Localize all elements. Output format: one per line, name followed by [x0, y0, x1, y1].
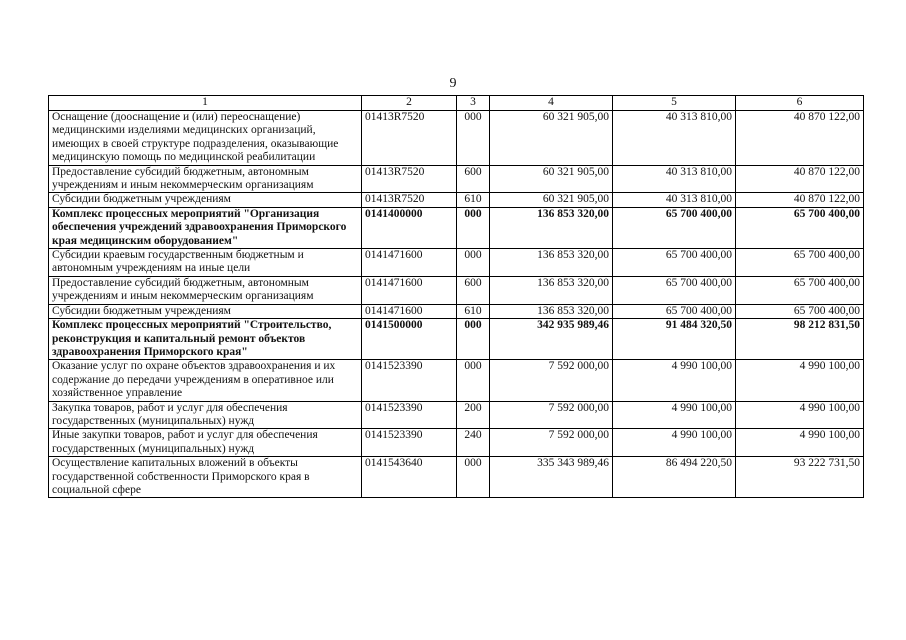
row-value-col5: 65 700 400,00 — [613, 276, 736, 304]
column-header: 5 — [613, 96, 736, 111]
row-expense-type: 240 — [457, 429, 490, 457]
table-row — [49, 207, 864, 248]
budget-table — [48, 95, 864, 498]
row-value-col6: 65 700 400,00 — [736, 304, 864, 318]
table-row — [49, 249, 864, 277]
row-code: 0141471600 — [362, 249, 457, 277]
row-code: 0141471600 — [362, 304, 457, 318]
row-value-col6: 4 990 100,00 — [736, 360, 864, 401]
row-value-col6: 40 870 122,00 — [736, 111, 864, 166]
row-value-col5: 40 313 810,00 — [613, 193, 736, 207]
column-header: 1 — [49, 96, 362, 111]
row-expense-type: 000 — [457, 207, 490, 248]
row-value-col5: 4 990 100,00 — [613, 360, 736, 401]
row-expense-type: 000 — [457, 457, 490, 498]
row-value-col5: 65 700 400,00 — [613, 249, 736, 277]
row-value-col4: 7 592 000,00 — [490, 360, 613, 401]
table-row — [49, 429, 864, 457]
row-value-col4: 136 853 320,00 — [490, 304, 613, 318]
row-value-col4: 7 592 000,00 — [490, 429, 613, 457]
row-value-col4: 7 592 000,00 — [490, 401, 613, 429]
row-value-col4: 60 321 905,00 — [490, 111, 613, 166]
column-header: 6 — [736, 96, 864, 111]
row-code: 0141400000 — [362, 207, 457, 248]
row-value-col4: 60 321 905,00 — [490, 165, 613, 193]
row-value-col6: 65 700 400,00 — [736, 207, 864, 248]
row-name: Субсидии бюджетным учреждениям — [49, 304, 362, 318]
page-number: 9 — [449, 76, 457, 91]
row-code: 0141523390 — [362, 360, 457, 401]
row-expense-type: 000 — [457, 319, 490, 360]
row-value-col4: 136 853 320,00 — [490, 207, 613, 248]
row-value-col6: 98 212 831,50 — [736, 319, 864, 360]
row-value-col5: 4 990 100,00 — [613, 401, 736, 429]
row-value-col5: 40 313 810,00 — [613, 111, 736, 166]
row-code: 0141523390 — [362, 429, 457, 457]
table-row — [49, 401, 864, 429]
table-row — [49, 276, 864, 304]
row-code: 0141500000 — [362, 319, 457, 360]
row-value-col6: 65 700 400,00 — [736, 249, 864, 277]
row-code: 01413R7520 — [362, 193, 457, 207]
table-row — [49, 111, 864, 166]
row-code: 01413R7520 — [362, 111, 457, 166]
table-row — [49, 457, 864, 498]
table-row — [49, 319, 864, 360]
row-value-col6: 93 222 731,50 — [736, 457, 864, 498]
row-name: Осуществление капитальных вложений в объекты государственной собственности Приморского края в социальной сфере — [49, 457, 362, 498]
row-value-col6: 4 990 100,00 — [736, 429, 864, 457]
row-value-col6: 40 870 122,00 — [736, 193, 864, 207]
row-value-col5: 4 990 100,00 — [613, 429, 736, 457]
row-expense-type: 000 — [457, 360, 490, 401]
table-row — [49, 360, 864, 401]
row-code: 01413R7520 — [362, 165, 457, 193]
row-expense-type: 610 — [457, 193, 490, 207]
row-code: 0141471600 — [362, 276, 457, 304]
row-name: Комплекс процессных мероприятий "Строительство, реконструкция и капитальный ремонт объектов здравоохранения Приморского края" — [49, 319, 362, 360]
column-header: 4 — [490, 96, 613, 111]
table-row — [49, 193, 864, 207]
row-value-col4: 60 321 905,00 — [490, 193, 613, 207]
table-row — [49, 304, 864, 318]
row-name: Комплекс процессных мероприятий "Организация обеспечения учреждений здравоохранения Приморского края медицинским оборудованием" — [49, 207, 362, 248]
row-value-col4: 335 343 989,46 — [490, 457, 613, 498]
row-value-col6: 4 990 100,00 — [736, 401, 864, 429]
row-expense-type: 200 — [457, 401, 490, 429]
row-code: 0141543640 — [362, 457, 457, 498]
row-code: 0141523390 — [362, 401, 457, 429]
row-name: Субсидии краевым государственным бюджетным и автономным учреждениям на иные цели — [49, 249, 362, 277]
row-value-col6: 40 870 122,00 — [736, 165, 864, 193]
row-name: Оснащение (дооснащение и (или) переоснащение) медицинскими изделиями медицинских организаций, имеющих в своей структуре подразделения, оказывающие медицинскую помощь по медицинской реабилитации — [49, 111, 362, 166]
row-name: Предоставление субсидий бюджетным, автономным учреждениям и иным некоммерческим организациям — [49, 165, 362, 193]
row-value-col5: 65 700 400,00 — [613, 207, 736, 248]
column-header: 2 — [362, 96, 457, 111]
column-header: 3 — [457, 96, 490, 111]
row-value-col5: 86 494 220,50 — [613, 457, 736, 498]
row-value-col6: 65 700 400,00 — [736, 276, 864, 304]
row-expense-type: 610 — [457, 304, 490, 318]
row-expense-type: 600 — [457, 165, 490, 193]
row-value-col4: 136 853 320,00 — [490, 276, 613, 304]
row-value-col5: 40 313 810,00 — [613, 165, 736, 193]
row-expense-type: 600 — [457, 276, 490, 304]
row-value-col5: 65 700 400,00 — [613, 304, 736, 318]
row-expense-type: 000 — [457, 111, 490, 166]
row-value-col4: 342 935 989,46 — [490, 319, 613, 360]
row-name: Иные закупки товаров, работ и услуг для обеспечения государственных (муниципальных) нужд — [49, 429, 362, 457]
row-value-col4: 136 853 320,00 — [490, 249, 613, 277]
row-name: Субсидии бюджетным учреждениям — [49, 193, 362, 207]
table-row — [49, 165, 864, 193]
row-value-col5: 91 484 320,50 — [613, 319, 736, 360]
row-name: Предоставление субсидий бюджетным, автономным учреждениям и иным некоммерческим организациям — [49, 276, 362, 304]
row-name: Закупка товаров, работ и услуг для обеспечения государственных (муниципальных) нужд — [49, 401, 362, 429]
row-name: Оказание услуг по охране объектов здравоохранения и их содержание до передачи учреждениям в оперативное или хозяйственное управление — [49, 360, 362, 401]
table-header-row — [49, 96, 864, 111]
row-expense-type: 000 — [457, 249, 490, 277]
